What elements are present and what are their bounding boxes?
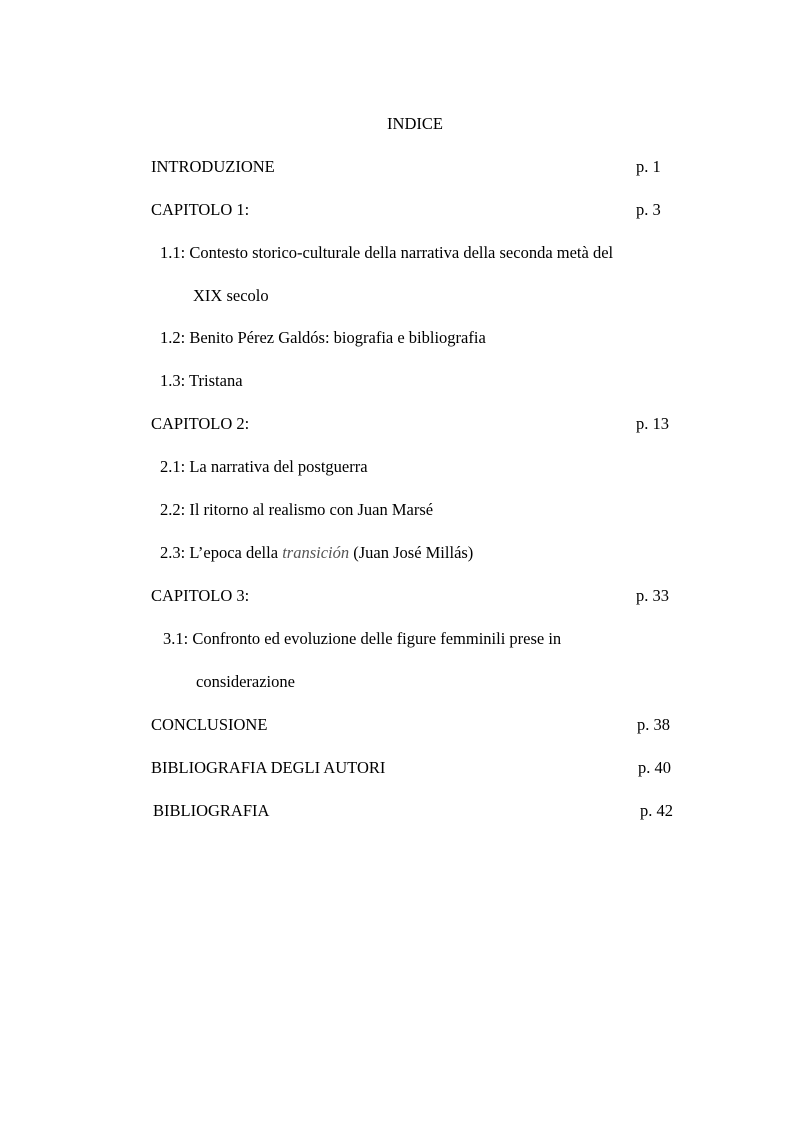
toc-subentry-1-2: 1.2: Benito Pérez Galdós: biografia e bibliografia (160, 328, 486, 347)
page-title: INDICE (387, 114, 443, 133)
toc-page-conclusione: p. 38 (637, 715, 670, 734)
toc-entry-bibliografia-autori: BIBLIOGRAFIA DEGLI AUTORI (151, 758, 386, 777)
toc-entry-capitolo-2: CAPITOLO 2: (151, 414, 250, 433)
toc-entry-bibliografia: BIBLIOGRAFIA (153, 801, 270, 820)
toc-page-capitolo-3: p. 33 (636, 586, 669, 605)
toc-entry-conclusione: CONCLUSIONE (151, 715, 268, 734)
toc-page-capitolo-2: p. 13 (636, 414, 669, 433)
toc-page-capitolo-1: p. 3 (636, 200, 661, 219)
toc-entry-capitolo-3: CAPITOLO 3: (151, 586, 250, 605)
toc-subentry-2-3-italic: transición (282, 543, 350, 562)
toc-entry-introduzione: INTRODUZIONE (151, 157, 275, 176)
toc-subentry-1-1: 1.1: Contesto storico-culturale della narrativa della seconda metà del (160, 243, 614, 262)
toc-subentry-2-3-prefix: 2.3: L’epoca della (160, 543, 283, 562)
toc-subentry-1-3: 1.3: Tristana (160, 371, 243, 390)
toc-page-introduzione: p. 1 (636, 157, 661, 176)
toc-subentry-2-3-suffix: (Juan José Millás) (349, 543, 474, 562)
toc-subentry-3-1: 3.1: Confronto ed evoluzione delle figure femminili prese in (163, 629, 562, 648)
toc-page-bibliografia-autori: p. 40 (638, 758, 671, 777)
toc-subentry-2-2: 2.2: Il ritorno al realismo con Juan Marsé (160, 500, 434, 519)
toc-subentry-2-1: 2.1: La narrativa del postguerra (160, 457, 368, 476)
toc-subentry-1-1-continued: XIX secolo (193, 286, 269, 305)
toc-entry-capitolo-1: CAPITOLO 1: (151, 200, 250, 219)
toc-page-bibliografia: p. 42 (640, 801, 673, 820)
toc-subentry-3-1-continued: considerazione (196, 672, 295, 691)
toc-subentry-2-3 (160, 542, 473, 564)
